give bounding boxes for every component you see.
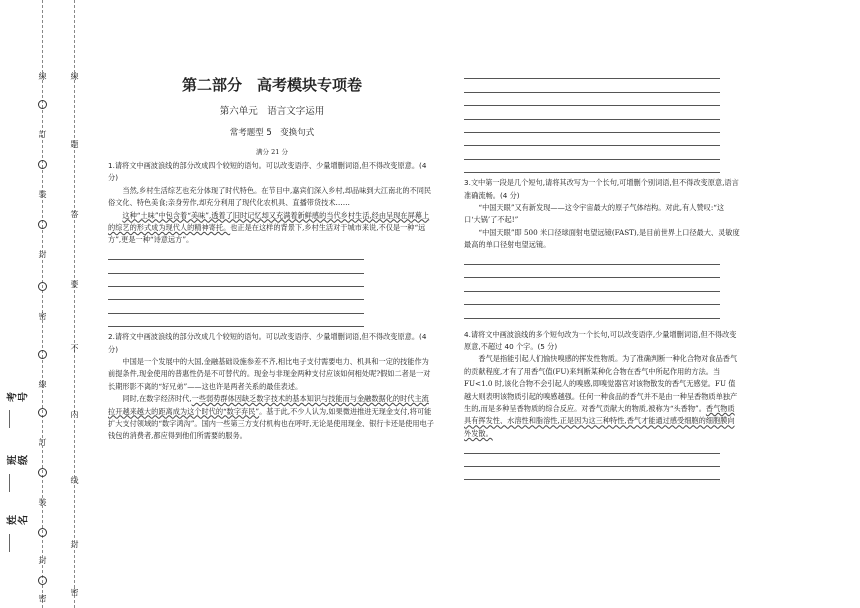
answer-line[interactable] [108,314,364,327]
wavy-underlined-text: 香气物质具有挥发性、水溶性和脂溶性,正是因为这三种特性,香气才能通过感受细胞的细胞膜向外发散。 [464,403,735,438]
passage-text: 香气是指能引起人们愉快嗅感的挥发性物质。为了准确判断一种化合物对食品香气的贡献程度,才有了用香气值(FU)来判断某种化合物在香气中所起作用的方法。当 FU<1.0 时,该化合物不会引起人的嗅感,即嗅觉器官对该物散发的香气无感觉。FU 值越大则表明该物质引起的嗅感越强。任何一种食品的香气并不是由一种呈香物质单独产生的,而是多种呈香物质的综合反应。对香气贡献大的物质,被称为“头香物”。 [464,354,738,413]
left-column [108,160,436,443]
inner-binding-line [74,0,75,608]
question-1-passage: 当然,乡村生活综艺也充分体现了时代特色。在节目中,嘉宾们深入乡村,却品味到大江南北的不同民俗文化、特色美食;亲身劳作,却充分利用了现代化农机具、直播带货技术…… [108,185,432,208]
class-label: 班级 [7,455,30,465]
exam-number-label: 考号 [7,392,30,402]
passage-text: 同时,在数字经济时代, [122,394,192,404]
inner-char: 封 [70,540,79,549]
answer-line[interactable] [464,292,720,305]
wavy-underlined-text: 这种“土味”中包含着“美味”,透着了旧时记忆却又充满着新鲜感的当代乡村生活,经由呈现在屏幕上的综艺的形式成为现代人的精神寄托。 [108,210,430,233]
answer-line[interactable] [108,287,364,300]
notice-char: 要 [70,280,79,289]
edge-char: 密 [38,312,47,321]
edge-char: 線 [38,72,47,81]
binding-hole [38,468,47,477]
answer-line[interactable] [464,93,720,106]
binding-hole [38,282,47,291]
question-2-prompt: 2.请将文中画波浪线的部分改成几个较短的语句。可以改变语序、少量增删词语,但不得改变原意。(4 分) [108,332,427,354]
passage-text: 。基于此,不少人认为,如果微进推进无现金支付,将可能扩大支付领域的“数字鸿沟”。国内一些第三方支付机构也在呼吁,无论是使用现金、银行卡还是使用电子钱包的消费者,都应得到他们所需要的服务。 [108,406,434,441]
answer-line[interactable] [464,265,720,278]
binding-hole [38,160,47,169]
answer-line[interactable] [108,274,364,287]
question-3-passage: “中国天眼”即 500 米口径球面射电望远镜(FAST),是目前世界上口径最大、灵敏度最高的单口径射电望远镜。 [464,227,740,250]
notice-char: 题 [70,140,79,149]
edge-char: 密 [38,594,47,603]
answer-line[interactable] [464,146,720,159]
answer-line[interactable] [464,79,720,92]
page-title: 第二部分 高考模块专项卷 [181,76,362,94]
question-1-answer-area[interactable] [108,247,364,327]
binding-margin [0,0,82,608]
question-2-passage [108,393,436,443]
answer-line[interactable] [464,133,720,146]
exam-number-underline [9,410,10,428]
question-2-passage: 中国是一个发展中的大国,金融基础设施参差不齐,相比电子支付需要电力、机具和一定的技能作为前提条件,现金使用的普惠性仍是不可替代的。现金与非现金两种支付应该如何相处呢?假如二者是一对长期形影不离的“好兄弟”——这也许是两者关系的最佳表述。 [108,357,431,391]
name-label: 姓名 [7,515,30,525]
binding-hole [38,350,47,359]
class-underline [9,474,10,492]
score-note: 满分 21 分 [256,148,288,156]
wavy-underlined-text: 一些弱势群体因缺乏数字技术的基本知识与技能而与金融数据化的时代主流拉开越来越大的距离成为这个时代的“数字弃民” [108,394,429,416]
answer-line[interactable] [464,252,720,265]
answer-line[interactable] [464,106,720,119]
answer-line[interactable] [108,260,364,273]
question-3-answer-area[interactable] [464,252,720,319]
inner-char: 線 [70,72,79,81]
question-4-prompt: 4.请将文中画波浪线的多个短句改为一个长句,可以改变语序,少量增删词语,但不得改变原意,不超过 40 个字。(5 分) [464,329,737,351]
edge-char: 訂 [38,130,47,139]
question-3-passage: “中国天眼”又有新发现——这令宇宙最大的原子气体结构。对此,有人赞叹:“这口‘大锅’了不起!” [464,202,725,225]
binding-hole [38,528,47,537]
binding-hole [38,408,47,417]
edge-char: 裝 [38,498,47,507]
answer-line[interactable] [464,440,720,453]
inner-char: 密 [70,588,79,597]
answer-line[interactable] [464,66,720,79]
edge-char: 封 [38,556,47,565]
answer-line[interactable] [108,300,364,313]
notice-char: 线 [70,476,79,485]
edge-char: 線 [38,380,47,389]
answer-line[interactable] [464,305,720,318]
outer-binding-line [42,0,43,608]
right-column [464,66,740,480]
name-underline [9,534,10,552]
binding-hole [38,100,47,109]
answer-line[interactable] [464,278,720,291]
question-4-passage [464,353,740,440]
answer-line[interactable] [464,120,720,133]
question-4-answer-area[interactable] [464,440,720,480]
answer-line[interactable] [464,160,720,173]
answer-line[interactable] [464,454,720,467]
topic-title: 常考题型 5 变换句式 [229,128,315,138]
unit-title: 第六单元 语言文字运用 [219,106,325,117]
notice-char: 不 [70,344,79,353]
question-1-prompt: 1.请将文中画波浪线的部分改成四个较短的语句。可以改变语序、少量增删词语,但不得改变原意。(4 分) [108,161,427,183]
question-3-prompt: 3.文中第一段是几个短句,请将其改写为一个长句,可增删个别词语,但不得改变原意,语言准确流畅。(4 分) [464,178,739,200]
passage-text: 也正是在这样的背景下,乡村生活对于城市来说,不仅是一种“远方”,更是一种“诗意远方”。 [108,223,426,245]
notice-char: 内 [70,410,79,419]
notice-char: 答 [70,210,79,219]
answer-line[interactable] [108,247,364,260]
question-1-passage [108,210,436,247]
edge-char: 裝 [38,190,47,199]
edge-char: 封 [38,250,47,259]
answer-line[interactable] [464,467,720,480]
question-2-answer-area[interactable] [464,66,720,173]
edge-char: 訂 [38,438,47,447]
binding-hole [38,220,47,229]
binding-hole [38,576,47,585]
